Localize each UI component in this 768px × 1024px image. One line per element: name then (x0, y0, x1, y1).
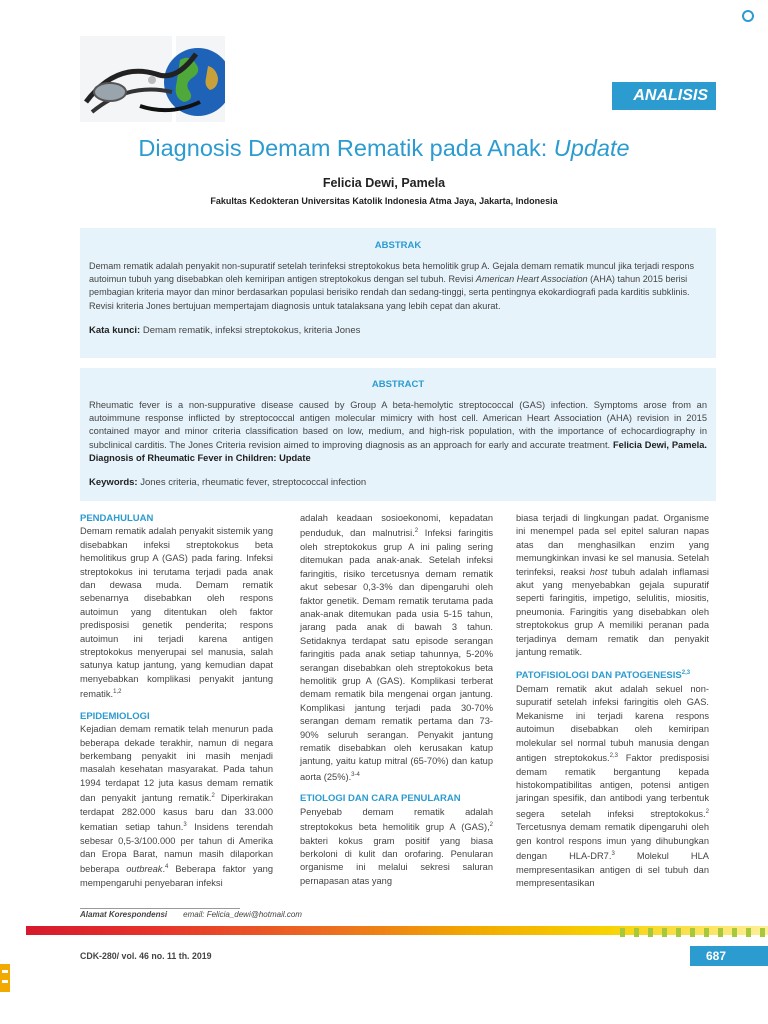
section-tag: ANALISIS (633, 87, 708, 104)
ref-epi-2: 3 (183, 822, 187, 829)
abstract-heading: ABSTRACT (371, 379, 425, 390)
tick-mark (662, 928, 667, 937)
ref-pendahuluan: 1,2 (113, 689, 122, 696)
ref-col2-2: 3-4 (351, 771, 360, 778)
abstrak-heading: ABSTRAK (374, 240, 422, 251)
paragraph-etiologi (300, 806, 493, 889)
epi-text-4: Beberapa faktor yang mempengaruhi penyebaran infeksi (80, 864, 274, 888)
col3-italic: host (589, 566, 608, 577)
affiliation: Fakultas Kedokteran Universitas Katolik Indonesia Atma Jaya, Jakarta, Indonesia (210, 196, 558, 206)
body-column-1 (80, 512, 273, 890)
paragraph-col3 (516, 512, 709, 659)
tick-mark (690, 928, 695, 937)
title-main: Diagnosis Demam Rematik pada Anak: (138, 135, 554, 161)
kata-kunci-text: Demam rematik, infeksi streptokokus, kriteria Jones (140, 324, 361, 336)
title-italic: Update (553, 135, 630, 161)
ref-epi-1: 2 (211, 793, 215, 800)
col3-text-2: tubuh adalah inflamasi akut yang menyebabkan gejala supuratif seperti faringitis, impetigo, selulitis, miositis, pneumonia. Faringitis yang disebabkan oleh streptokokus grup A memiliki peranan pada terjadinya demam rematik dan penyakit jantung rematik. (516, 566, 710, 658)
tick-mark (704, 928, 709, 937)
kata-kunci (89, 325, 707, 336)
body-column-2 (300, 512, 493, 888)
paragraph-patofisiologi (516, 683, 709, 890)
ref-etio-1: 2 (489, 822, 493, 829)
paragraph-pendahuluan (80, 525, 273, 701)
epi-text-3: Insidens terendah sebesar 0,5-3/100.000 per tahun di Amerika dan Eropa Barat, namun masih dilaporkan beberapa (80, 822, 274, 875)
header-image (80, 36, 225, 122)
authors: Felicia Dewi, Pamela (322, 176, 446, 190)
abstrak-text-2: (AHA) tahun 2015 berisi pembagian kriteria mayor dan minor berdasarkan populasi berisiko rendah dan sedang-tinggi, serta pentingnya ekokardiografi pada karditis subklinis. Revisi kriteria Jones bertujuan mempertajam diagnosis untuk tatalaksana yang lebih cepat dan akurat. (89, 274, 690, 311)
keywords-text: Jones criteria, rheumatic fever, streptococcal infection (137, 477, 367, 489)
keywords-label: Keywords: (89, 477, 138, 489)
etio-text-2: bakteri kokus gram positif yang biasa berkoloni di kulit dan orofaring. Penularan organisme ini melalui sekresi saluran pernapasan atas yang (300, 835, 493, 886)
journal-info: CDK-280/ vol. 46 no. 11 th. 2019 (80, 951, 212, 961)
abstract-text (89, 399, 707, 465)
abstract-citation: Felicia Dewi, Pamela. Diagnosis of Rheumatic Fever in Children: Update (89, 439, 707, 463)
correspondence (80, 910, 302, 919)
tick-mark (760, 928, 765, 937)
abstrak-text (89, 260, 707, 313)
col3-text-1: biasa terjadi di lingkungan padat. Organisme ini menempel pada sel epitel saluran napas atas dan menghasilkan enzim yang memungkinkan invasi ke sel manusia. Setelah terinfeksi, reaksi (516, 513, 709, 577)
col2-text-2: Infeksi faringitis oleh streptokokus grup A ini paling sering ditemukan pada anak-anak. Setelah infeksi faringitis, risiko tercetusnya demam rematik akut sebesar 0,3-3% dan dipengaruhi oleh faktor genetik. Demam rematik terutama pada anak-anak ditemukan pada usia 5-15 tahun, jarang pada anak di bawah 3 tahun. Setidaknya terdapat satu episode serangan faringitis pada anak setiap tahunnya, 5-20% serangan disebabkan oleh streptokokus beta hemolitik grup A (GAS). Komplikasi terberat demam rematik bila mengenai organ jantung. Komplikasi jantung terjadi pada 30-70% serangan demam rematik pertama dan 73-90% seluruh serangan. Penyakit jantung rematik disebabkan oleh kerusakan katup jantung, yaitu katup mitral (65-70%) dan katup aorta (25%). (300, 528, 493, 782)
body-column-3 (516, 512, 709, 890)
abstract-text-body: Rheumatic fever is a non-suppurative disease caused by Group A beta-hemolytic streptococcal (GAS) infection. Symptoms arose from an autoimmune response inflicted by streptococcal antigen molecular mimicry with host cell. American Heart Association (AHA) revision in 2015 contained mayor and minor criteria classification based on low, medium, and high-risk population, with the importance of echocardiography in subclinical carditis. The Jones Criteria revision aimed to improving diagnosis as an approach for early and accurate treatment. (89, 400, 707, 450)
heading-patofisiologi (516, 667, 709, 683)
pato-text-2: Faktor predisposisi demam rematik bergantung kepada histokompatibilitas antigen, potensi antigen jaringan spesifik, dan antibodi yang terbentuk segera setelah infeksi streptokokus. (516, 753, 710, 819)
side-tab-mark (0, 964, 10, 992)
tick-mark (676, 928, 681, 937)
heading-pendahuluan: PENDAHULUAN (80, 513, 154, 524)
patofisiologi-heading-text: PATOFISIOLOGI DAN PATOGENESIS (516, 670, 682, 682)
heading-etiologi: ETIOLOGI DAN CARA PENULARAN (300, 793, 461, 805)
article-title (40, 132, 728, 164)
abstrak-text-italic: American Heart Association (475, 274, 588, 285)
page-number: 687 (705, 949, 726, 963)
pato-text-1: Demam rematik akut adalah sekuel non-supuratif setelah infeksi faringitis oleh GAS. Mekanisme ini terjadi karena respons autoimun disebabkan oleh kemiripan molekular sel normal tubuh manusia dengan antigen streptokokus. (516, 684, 709, 764)
pato-text-4: Molekul HLA mempresentasikan antigen di sel tubuh dan mempresentasikan (516, 851, 709, 888)
pendahuluan-text: Demam rematik adalah penyakit sistemik yang disebabkan infeksi streptokokus beta hemolitikus grup A (GAS) pada faring. Infeksi streptokokus ini terutama terjadi pada anak dan dewasa muda. Demam rematik sebenarnya disebabkan oleh respons autoimun yang ditentukan oleh faktor predisposisi genetik penderita; respons autoimun ini terjadi karena antigen streptokokus menyerupai sel manusia, salah satunya katup jantung, yang kemudian dapat menyebabkan komplikasi penyakit jantung rematik. (80, 526, 273, 700)
abstrak-box (80, 228, 716, 358)
ref-pato-1: 2,3 (609, 753, 618, 760)
tick-mark (732, 928, 737, 937)
ref-epi-3: 4 (165, 864, 169, 871)
ref-col2-1: 2 (414, 528, 419, 535)
kata-kunci-label: Kata kunci: (89, 324, 141, 336)
epi-text-1: Kejadian demam rematik telah menurun pada beberapa dekade terakhir, namun di negara berkembang penyakit ini masih menjadi masalah kesehatan masyarakat. Pada tahun 1994 terdapat 12 juta kasus demam rematik dan penyakit jantung rematik. (80, 724, 273, 804)
corner-mark (742, 10, 754, 22)
color-bar-ticks (620, 928, 768, 937)
correspondence-email: email: Felicia_dewi@hotmail.com (183, 910, 302, 919)
col2-text-1: adalah keadaan sosioekonomi, kepadatan penduduk, dan malnutrisi. (300, 513, 493, 539)
abstract-box (80, 368, 716, 501)
footer-rule (80, 908, 240, 909)
heading-epidemiologi: EPIDEMIOLOGI (80, 710, 150, 722)
tick-mark (746, 928, 751, 937)
paragraph-col2 (300, 512, 493, 784)
stethoscope-globe-illustration (80, 36, 225, 122)
ref-pato-2: 2 (705, 808, 709, 815)
tick-mark (648, 928, 653, 937)
tick-mark (620, 928, 625, 937)
pato-text-3: Tercetusnya demam rematik dipengaruhi oleh gen kontrol respons imun yang dihubungkan dengan HLA-DR7. (516, 822, 709, 862)
ref-pato-3: 3 (611, 851, 615, 858)
epi-italic: outbreak (126, 864, 163, 875)
ref-patofisiologi: 2,3 (681, 670, 691, 677)
keywords (89, 477, 707, 488)
abstrak-text-1: Demam rematik adalah penyakit non-supuratif setelah terinfeksi streptokokus beta hemolitik grup A. Gejala demam rematik muncul jika terjadi respons autoimun tubuh yang disebabkan oleh kemiripan antigen streptokokus dengan sel tubuh. Revisi (89, 261, 695, 285)
epi-text-2: Diperkirakan terdapat 282.000 kasus baru dan 33.000 kematian setiap tahun. (80, 793, 273, 833)
tick-mark (634, 928, 639, 937)
etio-text-1: Penyebab demam rematik adalah streptokokus beta hemolitik grup A (GAS), (300, 806, 493, 833)
paragraph-epidemiologi: Kejadian demam rematik telah menurun pada beberapa dekade terakhir, namun di negara berkembang penyakit ini masih menjadi masalah kesehatan masyarakat. Pada tahun 1994 terdapat 12 juta kasus demam rematik dan penyakit jantung rematik.$^2$ Diperkirakan terdapat 282.000 kasus baru dan 33.000 kematian setiap tahun.$^3$ Insidens terendah sebesar 0,5-3/100.000 per tahun di Amerika dan Eropa Barat, namun masih dilaporkan beberapa outbreak.$^4$ Beberapa faktor yang mempengaruhi penyebaran infeksi (80, 724, 274, 888)
tick-mark (718, 928, 723, 937)
correspondence-label: Alamat Korespondensi (80, 910, 168, 919)
